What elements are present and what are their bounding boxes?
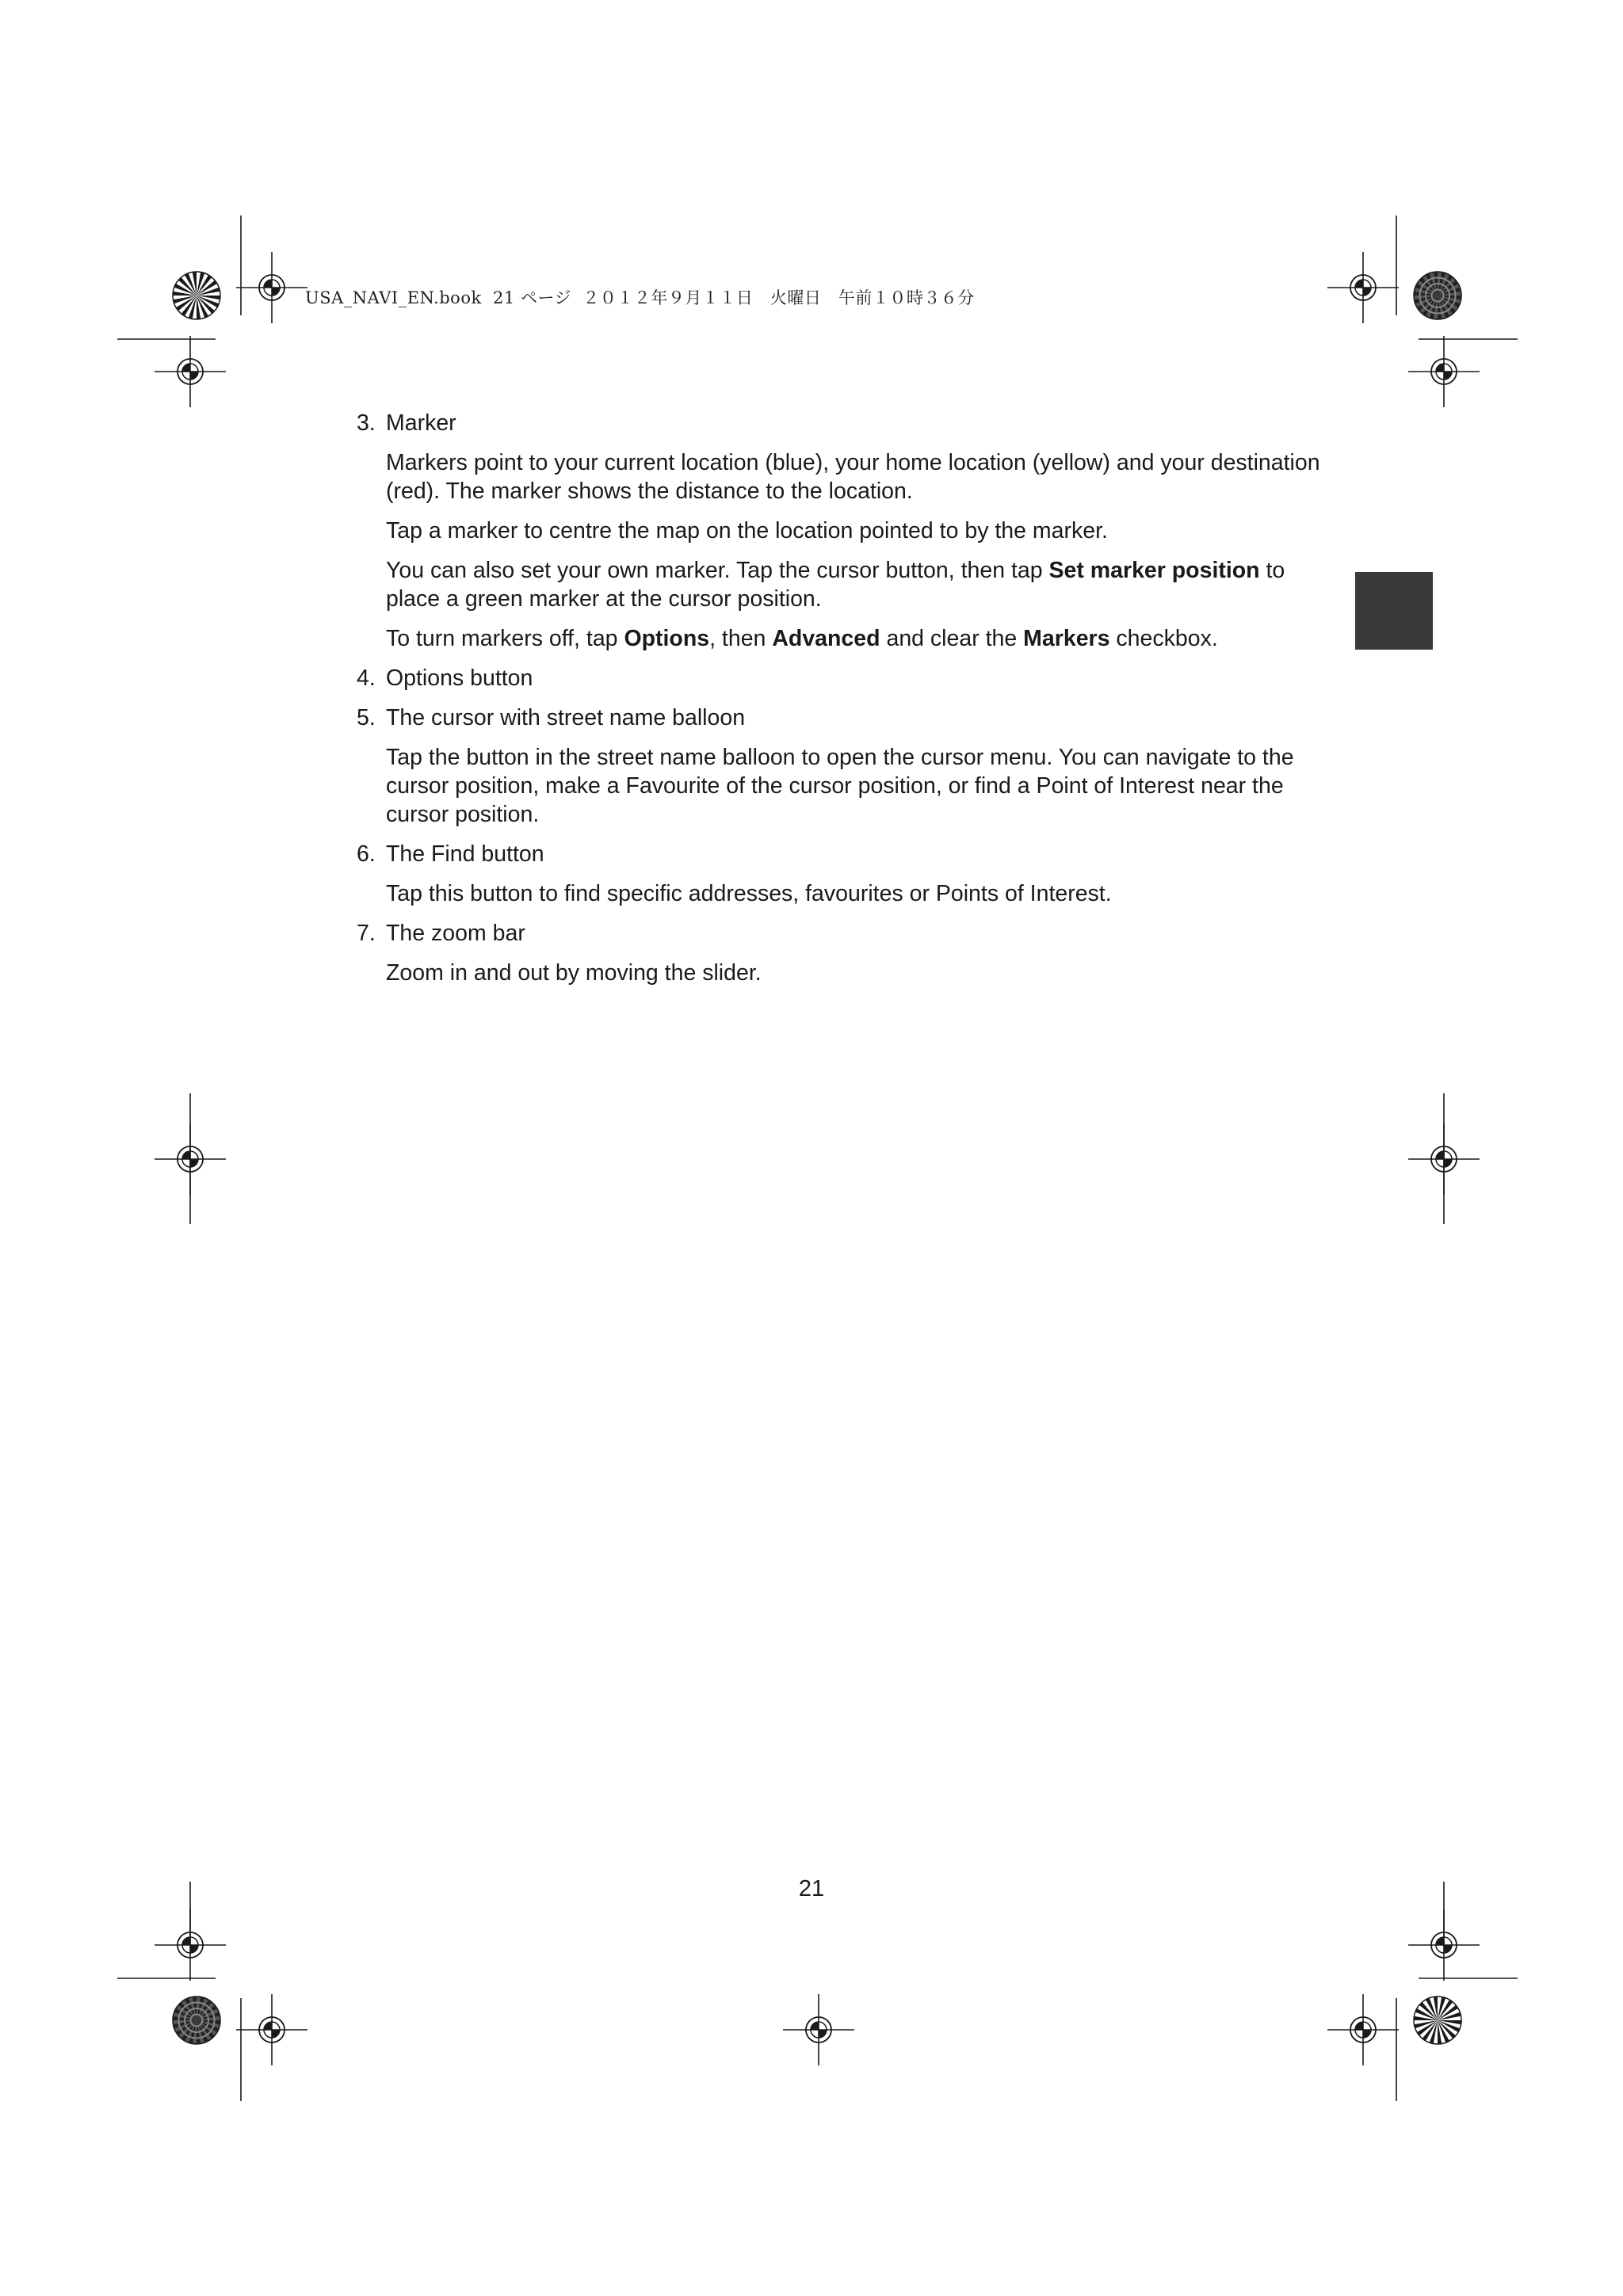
starburst-mark xyxy=(1414,272,1461,319)
list-item-number: 5. xyxy=(357,705,376,730)
list-item-heading: Options button xyxy=(386,666,533,691)
body-paragraph xyxy=(386,556,1323,613)
list-item-title xyxy=(357,409,1323,437)
text-run: Tap the button in the street name balloon to open the cursor menu. You can navigate to the cursor position, make a Favourite of the cursor position, or find a Point of Interest near the cursor position. xyxy=(386,745,1294,827)
text-run: You can also set your own marker. Tap the cursor button, then tap xyxy=(386,558,1049,583)
text-run: to place a green marker at the cursor position. xyxy=(386,558,1285,612)
text-run: Tap a marker to centre the map on the location pointed to by the marker. xyxy=(386,518,1108,543)
list-item-number: 6. xyxy=(357,841,376,867)
list-item-title xyxy=(357,840,1323,868)
body-paragraph xyxy=(386,624,1323,653)
list-item-number: 3. xyxy=(357,410,376,436)
chapter-side-tab xyxy=(1355,572,1433,650)
list-item-number: 7. xyxy=(357,921,376,946)
starburst-mark xyxy=(173,272,220,319)
body-paragraph xyxy=(386,517,1323,545)
ui-term-bold: Options xyxy=(624,626,710,651)
list-item-number: 4. xyxy=(357,666,376,691)
page-number: 21 xyxy=(798,1876,825,1901)
body-paragraph xyxy=(386,743,1323,829)
text-run: checkbox. xyxy=(1109,626,1218,651)
list-item-heading: The cursor with street name balloon xyxy=(386,705,746,730)
list-item-heading: Marker xyxy=(386,410,456,436)
list-item-heading: The zoom bar xyxy=(386,921,525,946)
text-run: and clear the xyxy=(880,626,1024,651)
text-run: , then xyxy=(709,626,773,651)
list-item-title xyxy=(357,664,1323,692)
ui-term-bold: Advanced xyxy=(772,626,880,651)
starburst-mark xyxy=(1414,1997,1461,2044)
text-run: Tap this button to find specific addresses, favourites or Points of Interest. xyxy=(386,881,1112,906)
body-paragraph xyxy=(386,448,1323,505)
body-paragraph xyxy=(386,959,1323,987)
list-item-title xyxy=(357,704,1323,732)
list-item-heading: The Find button xyxy=(386,841,544,867)
body-content xyxy=(357,409,1323,998)
text-run: Zoom in and out by moving the slider. xyxy=(386,960,762,986)
list-item-title xyxy=(357,919,1323,948)
body-paragraph xyxy=(386,879,1323,908)
print-slug-line: USA_NAVI_EN.book 21 ページ ２０１２年９月１１日 火曜日 午前１０時３６分 xyxy=(305,288,975,307)
starburst-mark xyxy=(173,1997,220,2044)
text-run: Markers point to your current location (blue), your home location (yellow) and your destination (red). The marker shows the distance to the location. xyxy=(386,450,1320,504)
ui-term-bold: Set marker position xyxy=(1048,558,1260,583)
text-run: To turn markers off, tap xyxy=(386,626,624,651)
ui-term-bold: Markers xyxy=(1023,626,1110,651)
